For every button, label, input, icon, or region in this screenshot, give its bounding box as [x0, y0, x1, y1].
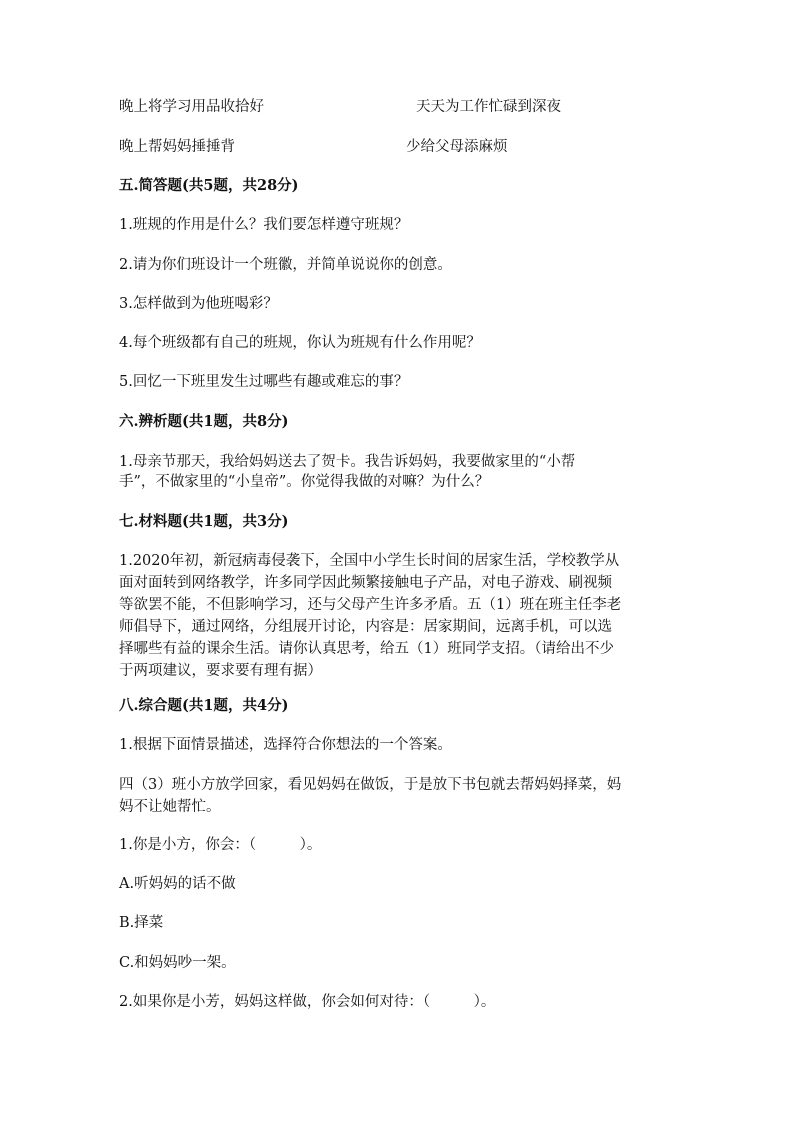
question-item: 4.每个班级都有自己的班规，你认为班规有什么作用呢？ — [119, 335, 481, 351]
sub-question-2: 2.如果你是小芳，妈妈这样做，你会如何对待：（ ）。 — [119, 994, 496, 1010]
option-b: B.择菜 — [119, 915, 164, 931]
material-question-line: 等欲罢不能，不但影响学习，还与父母产生许多矛盾。五（1）班在班主任李老 — [119, 597, 622, 613]
section-heading-analysis: 六.辨析题(共1题，共8分) — [119, 413, 289, 430]
material-question-line: 于两项建议，要求要有理有据） — [119, 663, 322, 679]
section-heading-comprehensive: 八.综合题(共1题，共4分) — [119, 697, 289, 714]
material-question-line: 师倡导下，通过网络，分组展开讨论，内容是：居家期间，远离手机，可以选 — [119, 619, 612, 635]
comprehensive-intro: 1.根据下面情景描述，选择符合你想法的一个答案。 — [119, 737, 452, 753]
section-heading-material: 七.材料题(共1题，共3分) — [119, 513, 289, 530]
material-question-line: 面对面转到网络教学，许多同学因此频繁接触电子产品，对电子游戏、刷视频 — [119, 575, 612, 591]
option-c: C.和妈妈吵一架。 — [119, 955, 236, 971]
analysis-question-line: 手”，不做家里的“小皇帝”。你觉得我做的对嘛？为什么？ — [119, 474, 490, 490]
match-right-2: 少给父母添麻烦 — [406, 139, 508, 155]
sub-question-1: 1.你是小方，你会：（ ）。 — [119, 837, 322, 853]
match-left-1: 晚上将学习用品收拾好 — [119, 99, 264, 115]
material-question-line: 择哪些有益的课余生活。请你认真思考，给五（1）班同学支招。（请给出不少 — [119, 641, 614, 657]
scenario-line: 四（3）班小方放学回家，看见妈妈在做饭，于是放下书包就去帮妈妈择菜，妈 — [119, 777, 622, 793]
question-item: 5.回忆一下班里发生过哪些有趣或难忘的事？ — [119, 374, 409, 390]
scenario-line: 妈不让她帮忙。 — [119, 799, 221, 815]
section-heading-short-answer: 五.简答题(共5题，共28分) — [119, 177, 299, 194]
material-question-line: 1.2020年初，新冠病毒侵袭下，全国中小学生长时间的居家生活，学校教学从 — [119, 553, 620, 569]
question-item: 3.怎样做到为他班喝彩？ — [119, 296, 278, 312]
match-left-2: 晚上帮妈妈捶捶背 — [119, 139, 235, 155]
match-right-1: 天天为工作忙碌到深夜 — [416, 99, 561, 115]
question-item: 2.请为你们班设计一个班徽，并简单说说你的创意。 — [119, 257, 452, 273]
question-item: 1.班规的作用是什么？我们要怎样遵守班规？ — [119, 217, 409, 233]
analysis-question-line: 1.母亲节那天，我给妈妈送去了贺卡。我告诉妈妈，我要做家里的“小帮 — [119, 454, 576, 470]
option-a: A.听妈妈的话不做 — [119, 876, 236, 892]
